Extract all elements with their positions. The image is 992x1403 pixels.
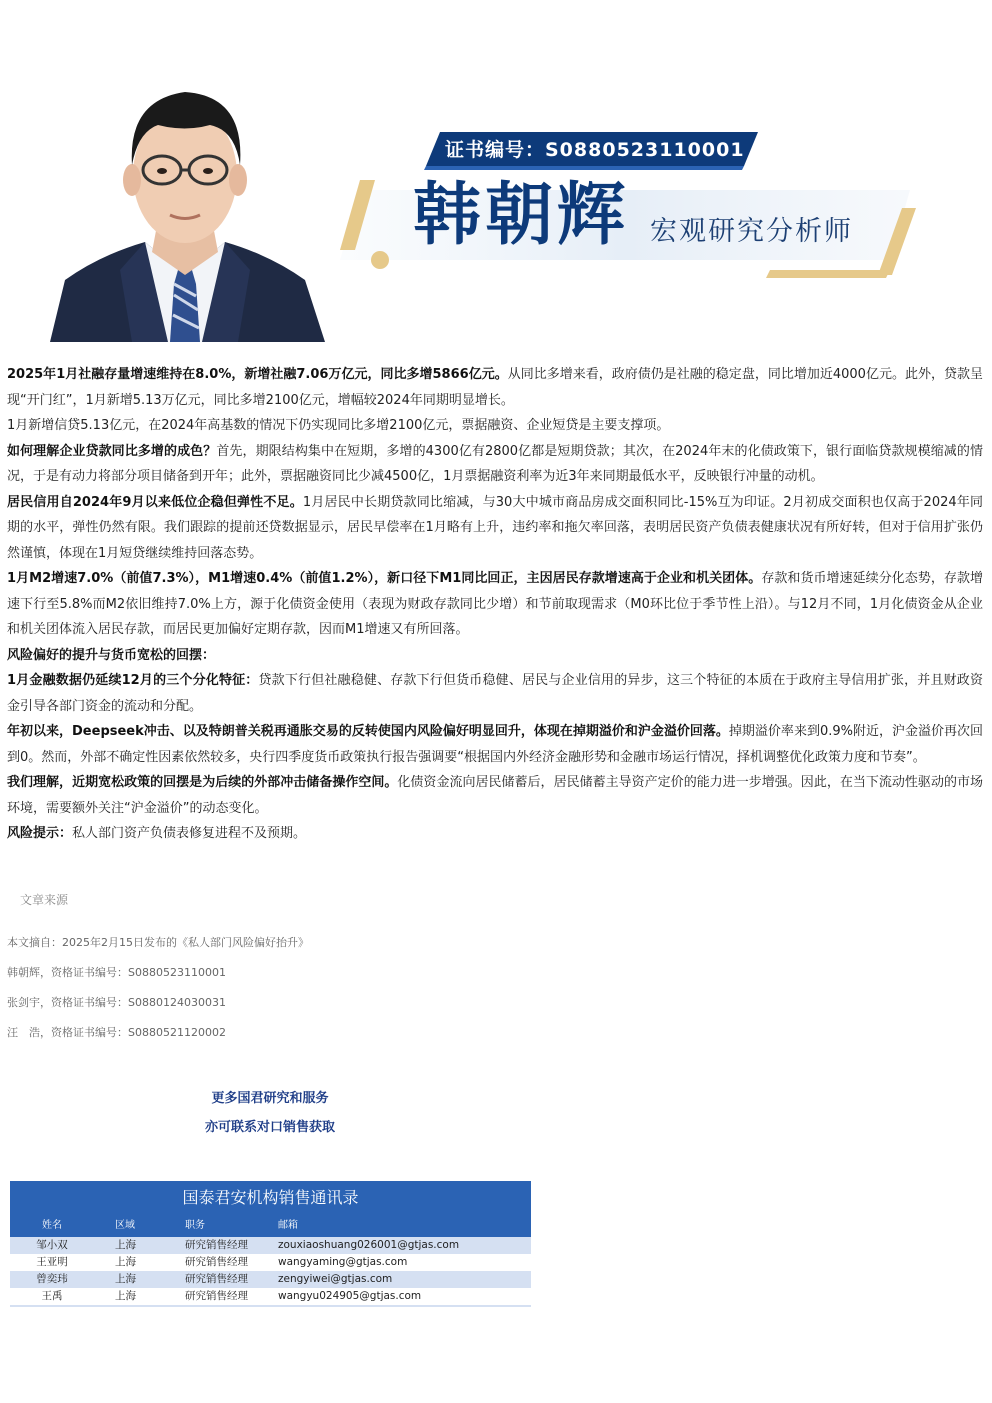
source-line: 汪 浩，资格证书编号：S0880521120002 (7, 1026, 226, 1039)
analyst-photo (40, 70, 330, 342)
key-point: 2025年1月社融存量增速维持在8.0%，新增社融7.06万亿元，同比多增5866亿元。 (7, 367, 508, 382)
paragraph (7, 719, 983, 770)
key-point: 1月金融数据仍延续12月的三个分化特征： (7, 673, 259, 688)
article-body (7, 362, 983, 847)
cell-name: 邹小双 (36, 1239, 68, 1251)
paragraph-text: 掉期溢价率来到0.9%附近，沪金溢价再次回到0。然而，外部不确定性因素依然较多，央行四季度货币政策执行报告强调要“根据国内外经济金融形势和金融市场运行情况，择机调整优化政策力度和节奏”。 (7, 724, 984, 765)
table-column-headers (10, 1215, 531, 1237)
column-header-name: 姓名 (42, 1220, 62, 1231)
cell-title: 研究销售经理 (185, 1239, 248, 1251)
certificate-number: 证书编号：S0880523110001 (445, 139, 745, 161)
source-list (7, 933, 309, 1053)
paragraph (7, 413, 983, 439)
table-row (10, 1288, 531, 1305)
analyst-header (0, 0, 992, 345)
cell-region: 上海 (115, 1239, 136, 1251)
source-title: 文章来源 (20, 893, 69, 907)
sales-contact-table (10, 1181, 531, 1307)
cell-region: 上海 (115, 1290, 136, 1302)
contact-prompt-line1: 更多国君研究和服务 (211, 1091, 329, 1106)
table-bottom-rule (10, 1305, 531, 1307)
key-point: 居民信用自2024年9月以来低位企稳但弹性不足。 (7, 494, 303, 510)
cell-email[interactable]: zengyiwei@gtjas.com (278, 1273, 393, 1285)
cell-name: 王禹 (41, 1290, 63, 1302)
table-row (10, 1254, 531, 1271)
section-heading: 风险偏好的提升与货币宽松的回摆： (7, 647, 216, 663)
paragraph (7, 439, 983, 490)
table-row (10, 1271, 531, 1288)
key-point: 我们理解，近期宽松政策的回摆是为后续的外部冲击储备操作空间。 (7, 775, 398, 790)
paragraph (7, 643, 983, 669)
paragraph-text: 贷款下行但社融稳健、存款下行但货币稳健、居民与企业信用的异步，这三个特征的本质在于政府主导信用扩张，并且财政资金引导各部门资金的流动和分配。 (7, 673, 983, 714)
paragraph (7, 362, 983, 413)
analyst-name: 韩朝辉 (413, 175, 630, 255)
table-header (10, 1181, 531, 1237)
cell-title: 研究销售经理 (185, 1290, 248, 1302)
cell-name: 王亚明 (36, 1256, 68, 1268)
paragraph (7, 490, 983, 567)
cell-title: 研究销售经理 (185, 1273, 248, 1285)
cell-region: 上海 (115, 1256, 136, 1268)
cell-email[interactable]: wangyaming@gtjas.com (278, 1256, 408, 1268)
source-line: 张剑宇，资格证书编号：S0880124030031 (7, 996, 226, 1009)
table-title: 国泰君安机构销售通讯录 (182, 1188, 359, 1207)
paragraph-text: 私人部门资产负债表修复进程不及预期。 (72, 826, 307, 841)
paragraph-text: 1月居民中长期贷款同比缩减，与30大中城市商品房成交面积同比-15%互为印证。2月初成交面积也仅高于2024年同期的水平，弹性仍然有限。我们跟踪的提前还贷数据显示，居民早偿率在1月略有上升，违约率和拖欠率回落，表明居民资产负债表健康状况有所好转，但对于信用扩张仍然谨慎，体现在1月短贷继续维持回落态势。 (7, 494, 983, 561)
paragraph-text: 1月新增信贷5.13亿元，在2024年高基数的情况下仍实现同比多增2100亿元，票据融资、企业短贷是主要支撑项。 (7, 418, 670, 433)
risk-label: 风险提示： (7, 826, 73, 841)
paragraph-text: 从同比多增来看，政府债仍是社融的稳定盘，同比增加近4000亿元。此外，贷款呈现“开门红”，1月新增5.13万亿元，同比多增2100亿元，增幅较2024年同期明显增长。 (7, 367, 983, 408)
key-point: 1月M2增速7.0%（前值7.3%），M1增速0.4%（前值1.2%），新口径下M1同比回正，主因居民存款增速高于企业和机关团体。 (7, 571, 762, 586)
key-point: 如何理解企业贷款同比多增的成色？ (7, 443, 217, 459)
paragraph-text: 存款和货币增速延续分化态势，存款增速下行至5.8%而M2依旧维持7.0%上方，源于化债资金使用（表现为财政存款同比少增）和节前取现需求（M0环比位于季节性上沿）。与12月不同，1月化债资金从企业和机关团体流入居民存款，而居民更加偏好定期存款，因而M1增速又有所回落。 (7, 571, 983, 637)
analyst-role: 宏观研究分析师 (650, 216, 853, 247)
column-header-email: 邮箱 (278, 1220, 298, 1231)
table-row (10, 1237, 531, 1254)
paragraph (7, 821, 983, 847)
cell-title: 研究销售经理 (185, 1256, 248, 1268)
paragraph-text: 化债资金流向居民储蓄后，居民储蓄主导资产定价的能力进一步增强。因此，在当下流动性驱动的市场环境，需要额外关注“沪金溢价”的动态变化。 (7, 775, 983, 816)
paragraph-text: 首先，期限结构集中在短期，多增的4300亿有2800亿都是短期贷款；其次，在2024年末的化债政策下，银行面临贷款规模缩减的情况，于是有动力将部分项目储备到开年；此外，票据融资同比少减4500亿，1月票据融资利率为近3年来同期最低水平，反映银行冲量的动机。 (7, 443, 983, 484)
paragraph (7, 566, 983, 643)
key-point: 年初以来，Deepseek冲击、以及特朗普关税再通胀交易的反转使国内风险偏好明显回升，体现在掉期溢价和沪金溢价回落。 (7, 724, 729, 739)
source-line: 本文摘自：2025年2月15日发布的《私人部门风险偏好抬升》 (7, 936, 309, 949)
cell-email[interactable]: wangyu024905@gtjas.com (278, 1290, 422, 1302)
cell-name: 曾奕玮 (36, 1273, 68, 1285)
paragraph (7, 668, 983, 719)
source-line: 韩朝辉，资格证书编号：S0880523110001 (7, 966, 226, 979)
paragraph (7, 770, 983, 821)
cell-region: 上海 (115, 1273, 136, 1285)
cell-email[interactable]: zouxiaoshuang026001@gtjas.com (278, 1239, 460, 1251)
contact-prompt-line2: 亦可联系对口销售获取 (204, 1120, 335, 1135)
column-header-region: 区域 (115, 1220, 135, 1231)
column-header-title: 职务 (185, 1220, 205, 1231)
